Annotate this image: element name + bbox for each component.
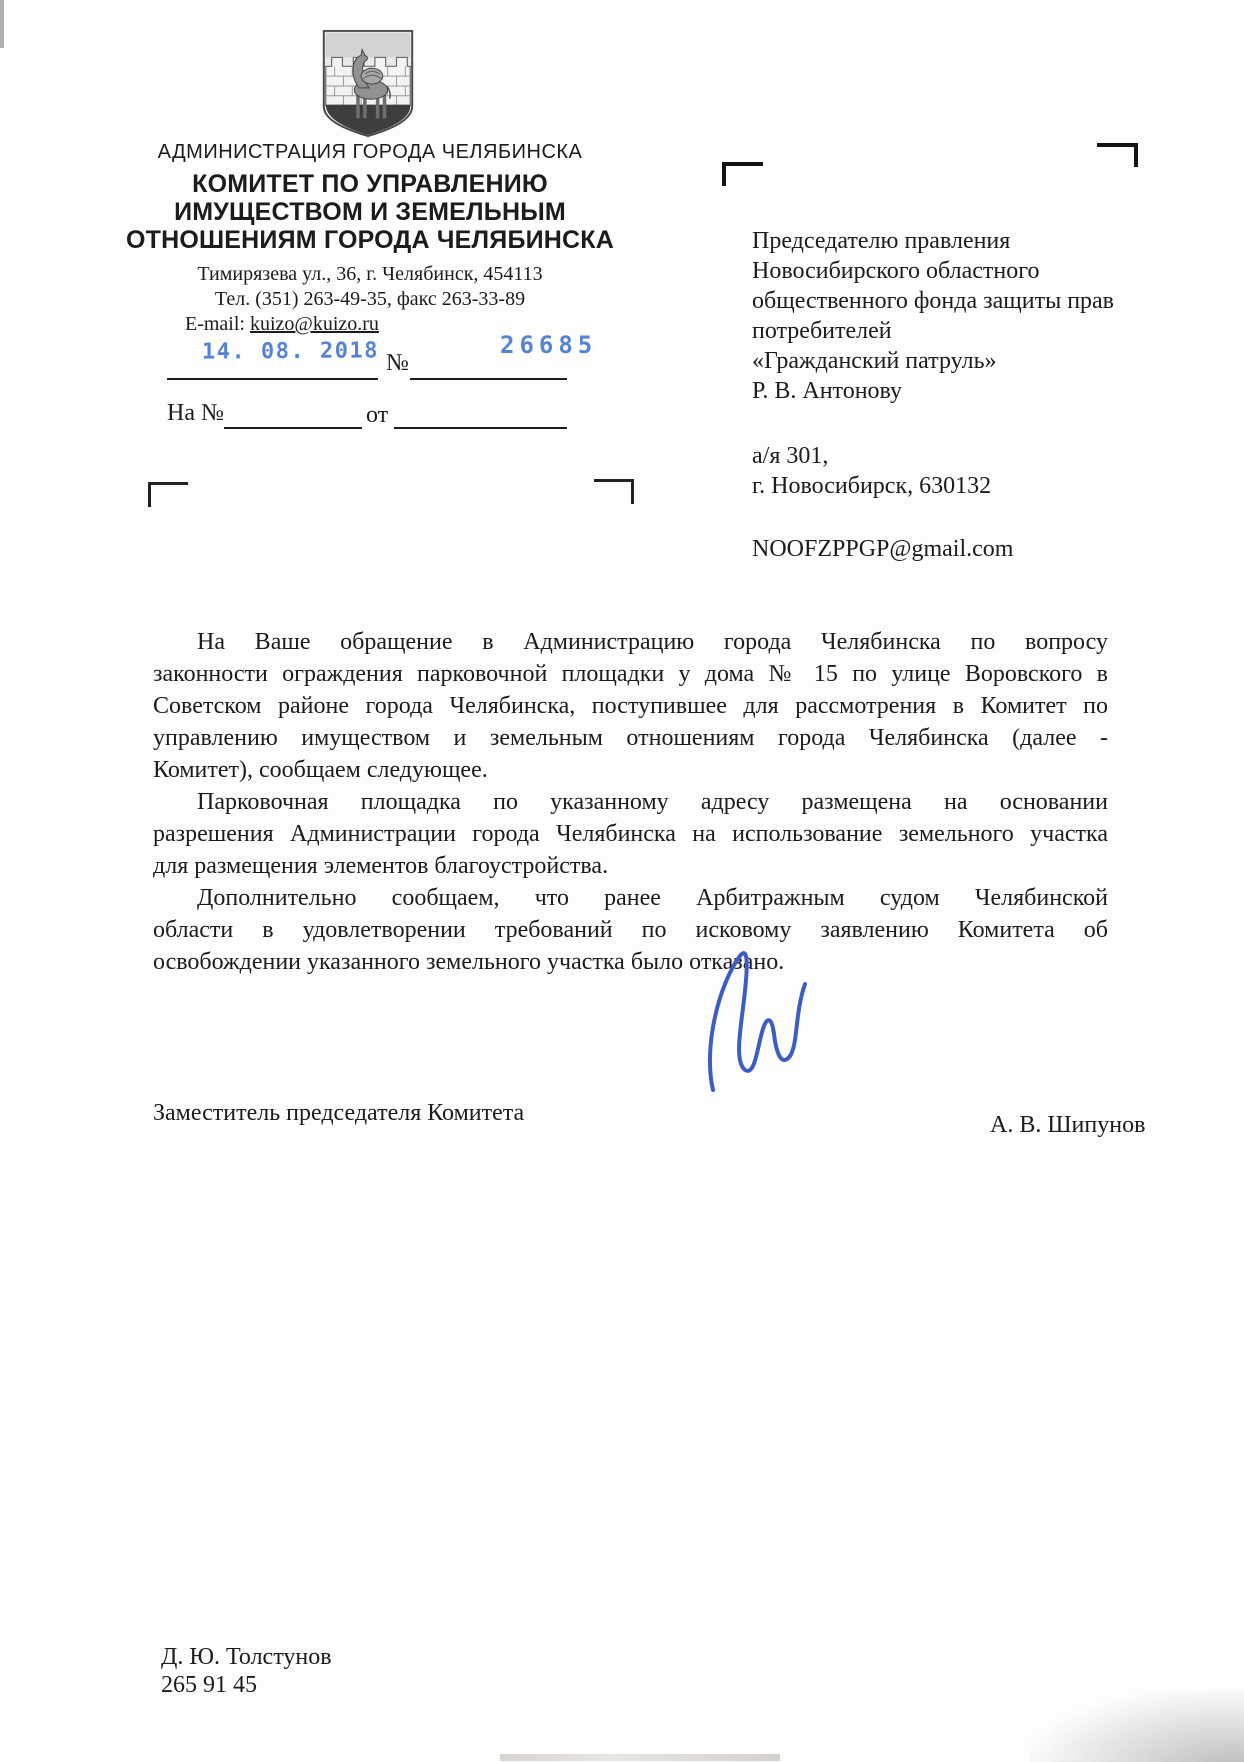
email-label: E-mail: [185, 313, 245, 335]
body-line: законности ограждения парковочной площадки у дома № 15 по улице Воровского в [153, 661, 1108, 687]
recipient-postal-line: а/я 301, [752, 443, 829, 469]
recipient-block [752, 226, 1182, 564]
executor-name: Д. Ю. Толстунов [161, 1644, 332, 1670]
recipient-email: NOOFZPPGP@gmail.com [752, 536, 1014, 562]
postal-address: Тимирязева ул., 36, г. Челябинск, 454113 [197, 263, 543, 285]
ot-blank-line [394, 427, 567, 429]
email-address: kuizo@kuizo.ru [249, 313, 379, 335]
phone-fax: Тел. (351) 263-49-35, факс 263-33-89 [214, 288, 526, 310]
spacer [752, 501, 1182, 534]
number-blank-line [410, 378, 567, 380]
org-parent-name: АДМИНИСТРАЦИЯ ГОРОДА ЧЕЛЯБИНСКА [157, 141, 583, 163]
body-line: области в удовлетворении требований по исковому заявлению Комитета об [153, 917, 1108, 943]
body-line: Парковочная площадка по указанному адресу размещена на основании [197, 789, 1108, 815]
email-line [185, 313, 379, 336]
signature-title: Заместитель председателя Комитета [153, 1100, 525, 1126]
spacer [752, 406, 1182, 441]
committee-name-line-1: КОМИТЕТ ПО УПРАВЛЕНИЮ [192, 170, 548, 198]
committee-name-line-2: ИМУЩЕСТВОМ И ЗЕМЕЛЬНЫМ [174, 198, 566, 226]
recipient-line: Председателю правления [752, 228, 1011, 254]
scan-edge-artifact-top-left [0, 0, 4, 48]
body-line: для размещения элементов благоустройства. [153, 853, 609, 879]
signature-ink [695, 942, 820, 1107]
na-no-label: На № [167, 400, 224, 426]
ot-label: от [366, 402, 389, 428]
sender-zone-bracket-right [594, 479, 634, 504]
scan-artifact-bottom-strip [500, 1754, 780, 1761]
body-line: освобождении указанного земельного участка было отказано. [153, 949, 785, 975]
scan-artifact-bottom-right-smudge [1030, 1690, 1244, 1762]
na-no-blank-line [224, 427, 362, 429]
recipient-line: общественного фонда защиты прав [752, 288, 1115, 314]
body-line: разрешения Администрации города Челябинска на использование земельного участка [153, 821, 1108, 847]
body-line: На Ваше обращение в Администрацию города Челябинска по вопросу [197, 629, 1108, 655]
registration-date-stamp: 14. 08. 2018 [201, 338, 380, 365]
letter-body [153, 626, 1108, 978]
coat-of-arms-emblem [318, 28, 418, 138]
address-zone-bracket-top-right [1097, 143, 1138, 167]
committee-name-line-3: ОТНОШЕНИЯМ ГОРОДА ЧЕЛЯБИНСКА [125, 226, 615, 254]
date-blank-line [167, 378, 378, 380]
signer-name: А. В. Шипунов [990, 1112, 1146, 1138]
recipient-line: потребителей [752, 318, 892, 344]
body-line: Дополнительно сообщаем, что ранее Арбитражным судом Челябинской [197, 885, 1108, 911]
incoming-number-stamp: 26685 [500, 331, 598, 359]
sender-zone-bracket-left [148, 482, 188, 507]
body-line: Комитет), сообщаем следующее. [153, 757, 488, 783]
address-zone-bracket-top-left [722, 162, 763, 186]
recipient-line: Р. В. Антонову [752, 378, 903, 404]
number-sign-label: № [386, 350, 409, 376]
executor-phone: 265 91 45 [161, 1672, 257, 1698]
recipient-postal-line: г. Новосибирск, 630132 [752, 473, 992, 499]
recipient-line: Новосибирского областного [752, 258, 1040, 284]
body-line: Советском районе города Челябинска, поступившее для рассмотрения в Комитет по [153, 693, 1108, 719]
body-line: управлению имуществом и земельным отношениям города Челябинска (далее - [153, 725, 1108, 751]
recipient-line: «Гражданский патруль» [752, 348, 997, 374]
